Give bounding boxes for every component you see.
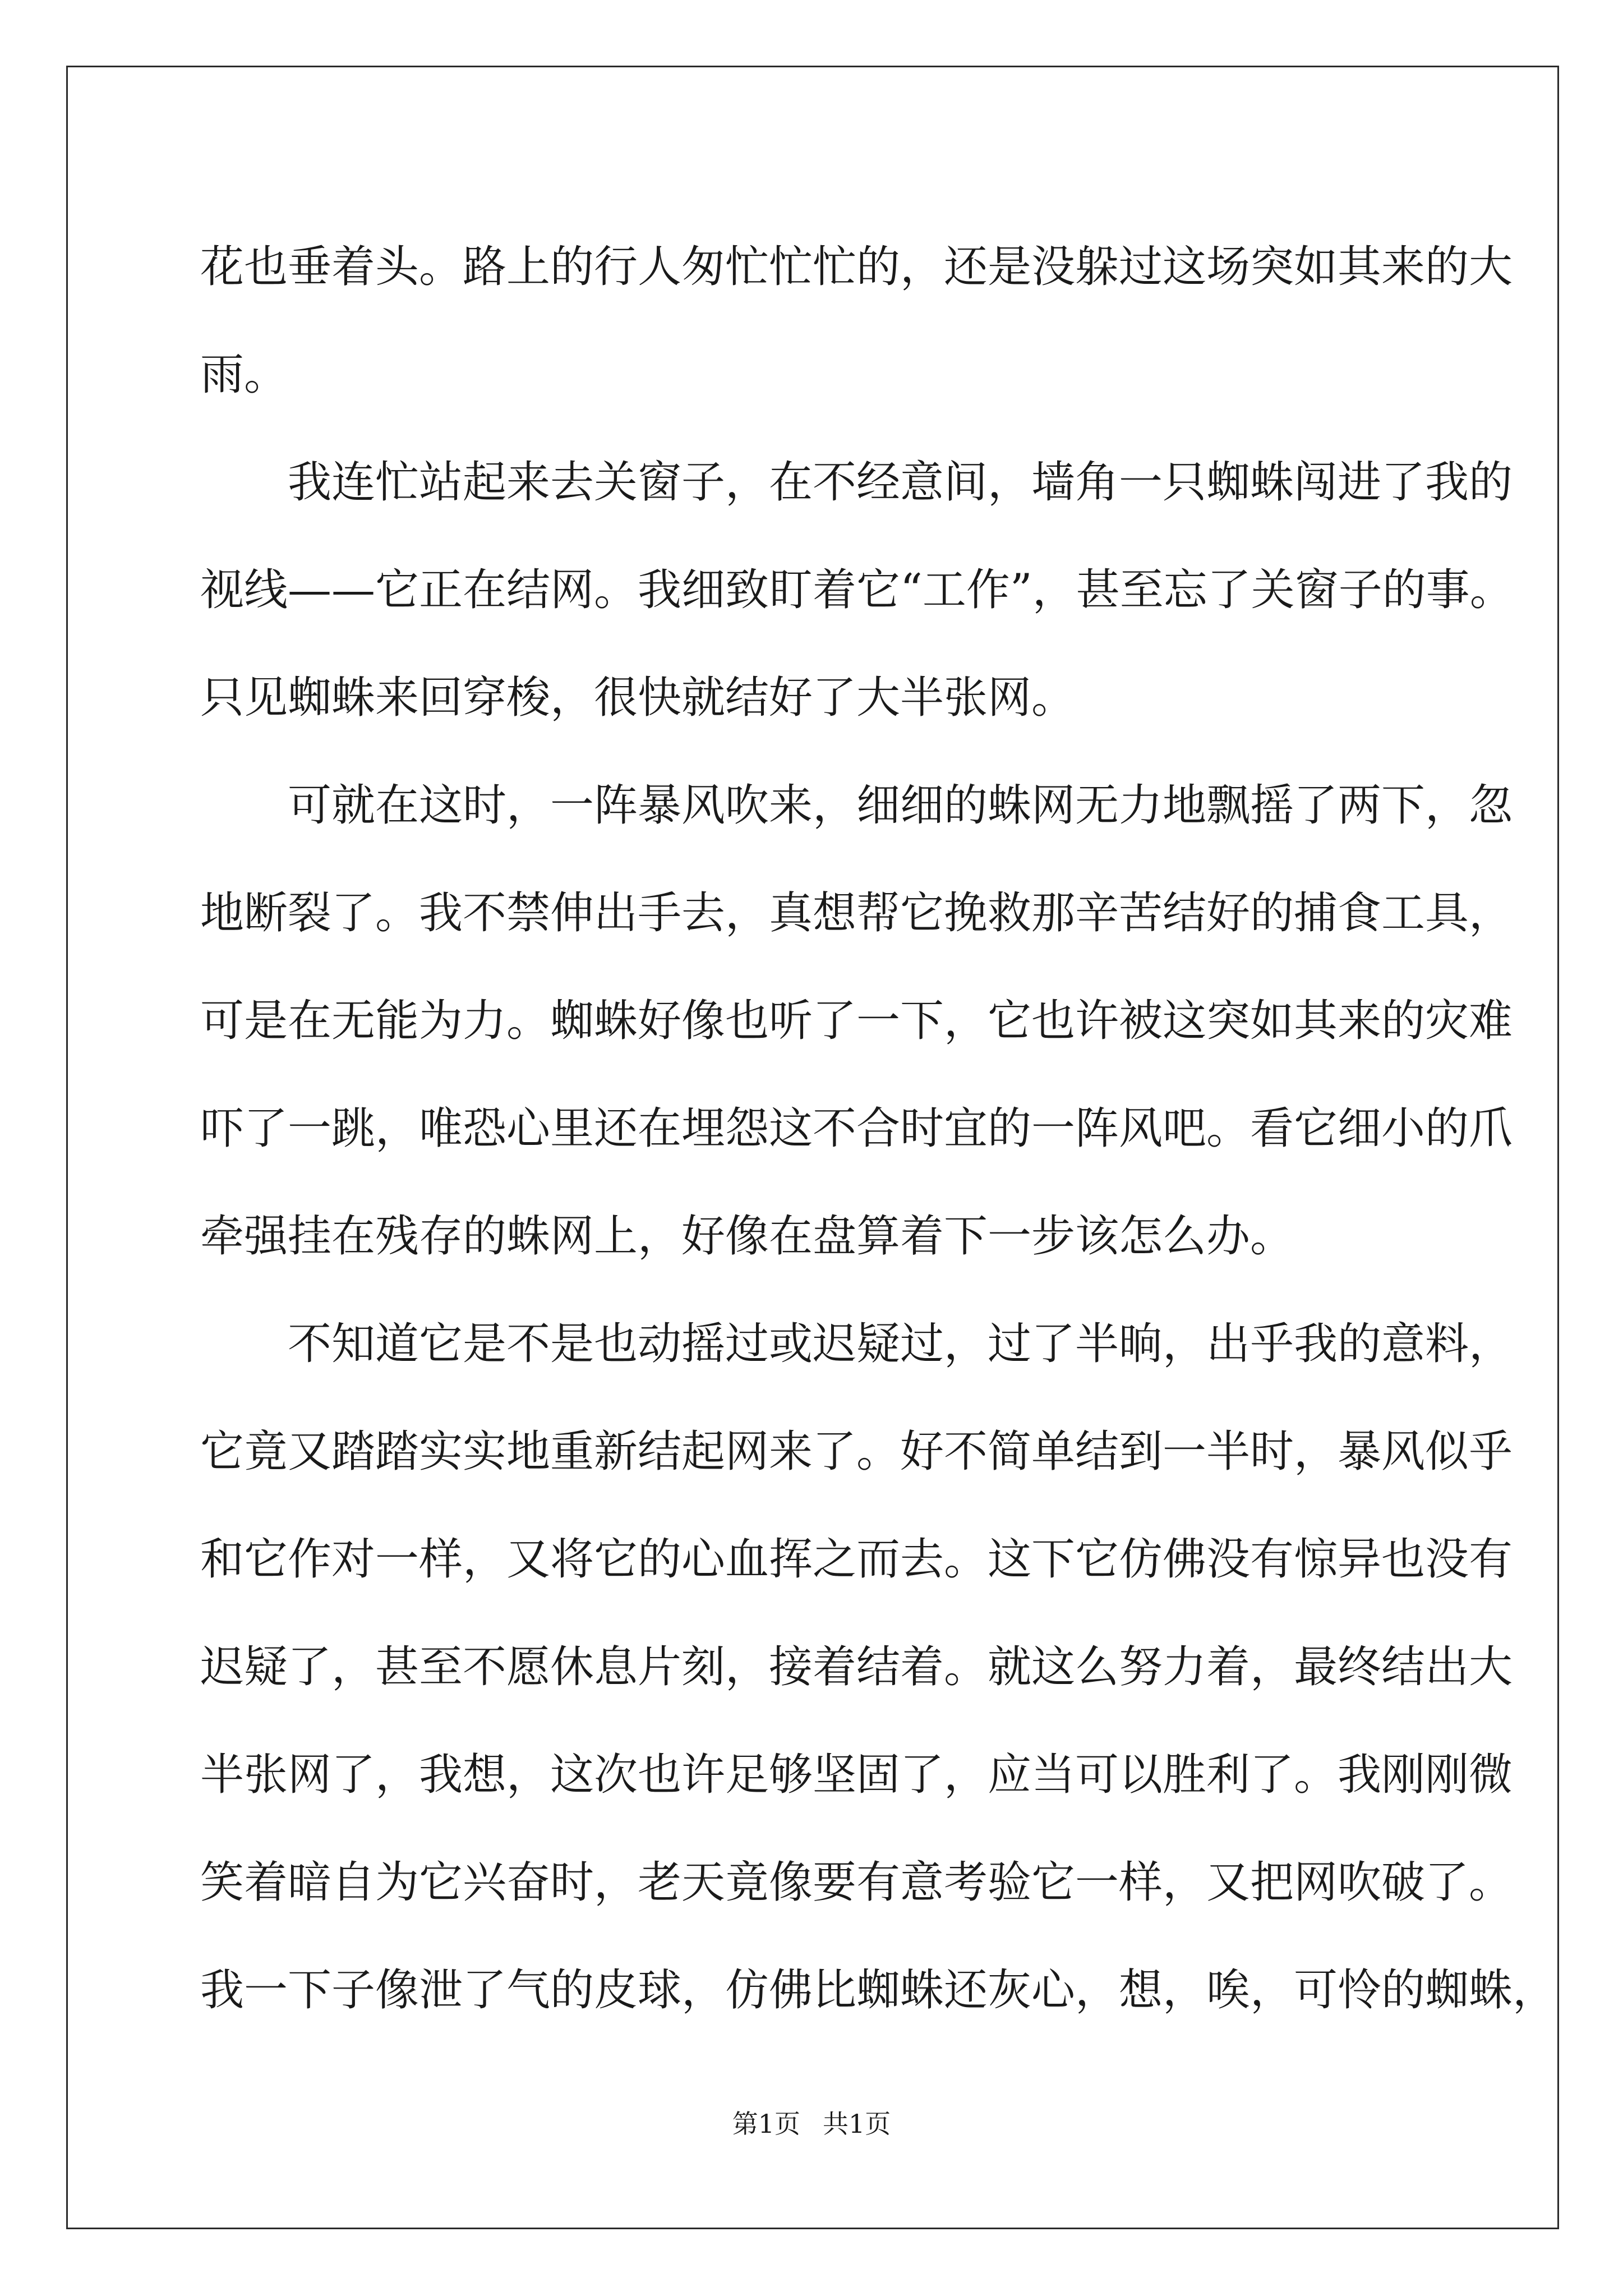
text-line: 花也垂着头。路上的行人匆忙忙忙的，还是没躲过这场突如其来的大 <box>200 242 1513 292</box>
text-line: 半张网了，我想，这次也许足够坚固了，应当可以胜利了。我刚刚微 <box>200 1750 1513 1800</box>
text-line: 笑着暗自为它兴奋时，老天竟像要有意考验它一样，又把网吹破了。 <box>200 1857 1513 1908</box>
text-line: 只见蜘蛛来回穿梭，很快就结好了大半张网。 <box>200 673 1076 723</box>
page-footer <box>0 2104 1623 2141</box>
page-number: 第1页 <box>732 2109 800 2139</box>
page-total: 共1页 <box>823 2109 891 2139</box>
text-line: 它竟又踏踏实实地重新结起网来了。好不简单结到一半时，暴风似乎 <box>200 1427 1513 1477</box>
document-body <box>200 213 1557 2044</box>
paragraph-start-line: 我连忙站起来去关窗子，在不经意间，墙角一只蜘蛛闯进了我的 <box>288 457 1513 508</box>
text-line: 牵强挂在残存的蛛网上，好像在盘算着下一步该怎么办。 <box>200 1211 1294 1262</box>
paragraph-start-line: 不知道它是不是也动摇过或迟疑过，过了半晌，出乎我的意料， <box>288 1319 1513 1369</box>
text-line: 迟疑了，甚至不愿休息片刻，接着结着。就这么努力着，最终结出大 <box>200 1642 1513 1692</box>
text-line: 雨。 <box>200 349 288 400</box>
text-line: 可是在无能为力。蜘蛛好像也听了一下，它也许被这突如其来的灾难 <box>200 996 1513 1046</box>
text-line: 吓了一跳，唯恐心里还在埋怨这不合时宜的一阵风吧。看它细小的爪 <box>200 1103 1513 1154</box>
text-line: 我一下子像泄了气的皮球，仿佛比蜘蛛还灰心，想，唉，可怜的蜘蛛， <box>200 1965 1557 2016</box>
text-line: 和它作对一样，又将它的心血挥之而去。这下它仿佛没有惊异也没有 <box>200 1534 1513 1585</box>
text-line: 地断裂了。我不禁伸出手去，真想帮它挽救那辛苦结好的捕食工具， <box>200 888 1513 938</box>
text-line: 视线——它正在结网。我细致盯着它“工作”，甚至忘了关窗子的事。 <box>200 565 1514 615</box>
paragraph-start-line: 可就在这时，一阵暴风吹来，细细的蛛网无力地飘摇了两下，忽 <box>288 780 1513 831</box>
